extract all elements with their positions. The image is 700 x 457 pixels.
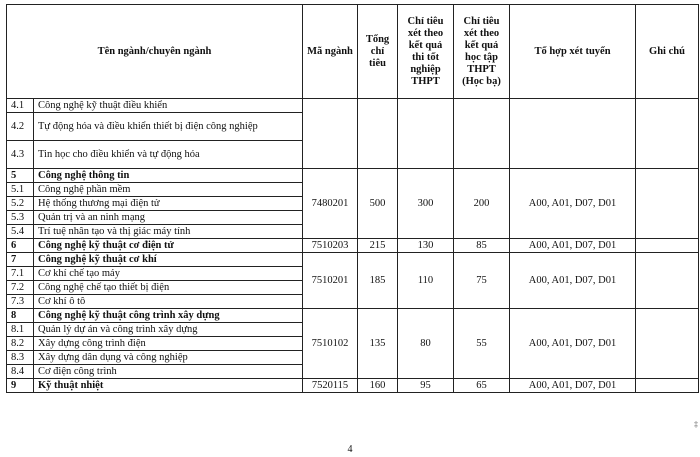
- header-exam-quota: Chỉ tiêu xét theo kết quả thi tốt nghiệp THPT: [398, 5, 454, 99]
- row-number: 5.4: [7, 225, 34, 239]
- row-major-name: Công nghệ kỹ thuật cơ điện tử: [34, 239, 303, 253]
- row-major-name: Xây dựng công trình điện: [34, 337, 303, 351]
- row-number: 7.1: [7, 267, 34, 281]
- row-number: 8: [7, 309, 34, 323]
- row-major-name: Xây dựng dân dụng và công nghiệp: [34, 351, 303, 365]
- row-number: 5: [7, 169, 34, 183]
- cell-code: 7480201: [303, 169, 358, 239]
- row-number: 8.4: [7, 365, 34, 379]
- row-number: 5.3: [7, 211, 34, 225]
- row-major-name: Tự động hóa và điều khiển thiết bị điện công nghiệp: [34, 113, 303, 141]
- cell-combination: A00, A01, D07, D01: [510, 239, 636, 253]
- cell-empty: [398, 99, 454, 169]
- header-code: Mã ngành: [303, 5, 358, 99]
- header-note: Ghi chú: [636, 5, 699, 99]
- cell-total: 160: [358, 379, 398, 393]
- cell-total: 500: [358, 169, 398, 239]
- row-number: 4.2: [7, 113, 34, 141]
- table-row: [7, 99, 699, 113]
- row-number: 4.1: [7, 99, 34, 113]
- row-number: 7.3: [7, 295, 34, 309]
- row-major-name: Quản lý dự án và công trình xây dựng: [34, 323, 303, 337]
- row-major-name: Kỹ thuật nhiệt: [34, 379, 303, 393]
- admissions-table: [6, 4, 699, 393]
- cell-code: 7510203: [303, 239, 358, 253]
- row-number: 8.3: [7, 351, 34, 365]
- cell-transcript-quota: 75: [454, 253, 510, 309]
- cell-empty: [454, 99, 510, 169]
- cell-combination: A00, A01, D07, D01: [510, 379, 636, 393]
- row-number: 9: [7, 379, 34, 393]
- row-number: 5.1: [7, 183, 34, 197]
- table-row: [7, 379, 699, 393]
- table-row: [7, 309, 699, 323]
- cell-code: 7510201: [303, 253, 358, 309]
- cell-transcript-quota: 55: [454, 309, 510, 379]
- cell-exam-quota: 110: [398, 253, 454, 309]
- table-header-row: [7, 5, 699, 99]
- table-row: [7, 169, 699, 183]
- scan-mark-icon: ‡: [694, 420, 698, 429]
- row-major-name: Cơ điện công trình: [34, 365, 303, 379]
- cell-code: 7510102: [303, 309, 358, 379]
- cell-exam-quota: 300: [398, 169, 454, 239]
- cell-note: [636, 239, 699, 253]
- cell-note: [636, 169, 699, 239]
- row-number: 7.2: [7, 281, 34, 295]
- row-major-name: Công nghệ kỹ thuật điều khiển: [34, 99, 303, 113]
- cell-total: 135: [358, 309, 398, 379]
- cell-exam-quota: 80: [398, 309, 454, 379]
- row-number: 8.2: [7, 337, 34, 351]
- cell-total: 185: [358, 253, 398, 309]
- header-total: Tổng chỉ tiêu: [358, 5, 398, 99]
- row-major-name: Công nghệ kỹ thuật cơ khí: [34, 253, 303, 267]
- cell-transcript-quota: 200: [454, 169, 510, 239]
- cell-transcript-quota: 65: [454, 379, 510, 393]
- header-major: Tên ngành/chuyên ngành: [7, 5, 303, 99]
- row-major-name: Công nghệ phần mềm: [34, 183, 303, 197]
- header-transcript-quota: Chỉ tiêu xét theo kết quả học tập THPT (Học bạ): [454, 5, 510, 99]
- cell-exam-quota: 130: [398, 239, 454, 253]
- page-number: 4: [347, 444, 353, 455]
- row-number: 8.1: [7, 323, 34, 337]
- row-number: 4.3: [7, 141, 34, 169]
- table-row: [7, 239, 699, 253]
- cell-combination: A00, A01, D07, D01: [510, 253, 636, 309]
- row-major-name: Trí tuệ nhân tạo và thị giác máy tính: [34, 225, 303, 239]
- cell-note: [636, 309, 699, 379]
- header-combination: Tổ hợp xét tuyển: [510, 5, 636, 99]
- row-major-name: Cơ khí chế tạo máy: [34, 267, 303, 281]
- row-major-name: Tin học cho điều khiển và tự động hóa: [34, 141, 303, 169]
- cell-note: [636, 253, 699, 309]
- row-major-name: Công nghệ thông tin: [34, 169, 303, 183]
- row-major-name: Cơ khí ô tô: [34, 295, 303, 309]
- cell-total: 215: [358, 239, 398, 253]
- cell-exam-quota: 95: [398, 379, 454, 393]
- row-number: 5.2: [7, 197, 34, 211]
- cell-empty: [303, 99, 358, 169]
- table-row: [7, 253, 699, 267]
- cell-empty: [636, 99, 699, 169]
- cell-transcript-quota: 85: [454, 239, 510, 253]
- cell-note: [636, 379, 699, 393]
- row-major-name: Công nghệ chế tạo thiết bị điện: [34, 281, 303, 295]
- cell-combination: A00, A01, D07, D01: [510, 169, 636, 239]
- row-number: 6: [7, 239, 34, 253]
- row-major-name: Hệ thống thương mại điện tử: [34, 197, 303, 211]
- cell-code: 7520115: [303, 379, 358, 393]
- row-major-name: Công nghệ kỹ thuật công trình xây dựng: [34, 309, 303, 323]
- row-number: 7: [7, 253, 34, 267]
- row-major-name: Quản trị và an ninh mạng: [34, 211, 303, 225]
- cell-empty: [358, 99, 398, 169]
- cell-empty: [510, 99, 636, 169]
- cell-combination: A00, A01, D07, D01: [510, 309, 636, 379]
